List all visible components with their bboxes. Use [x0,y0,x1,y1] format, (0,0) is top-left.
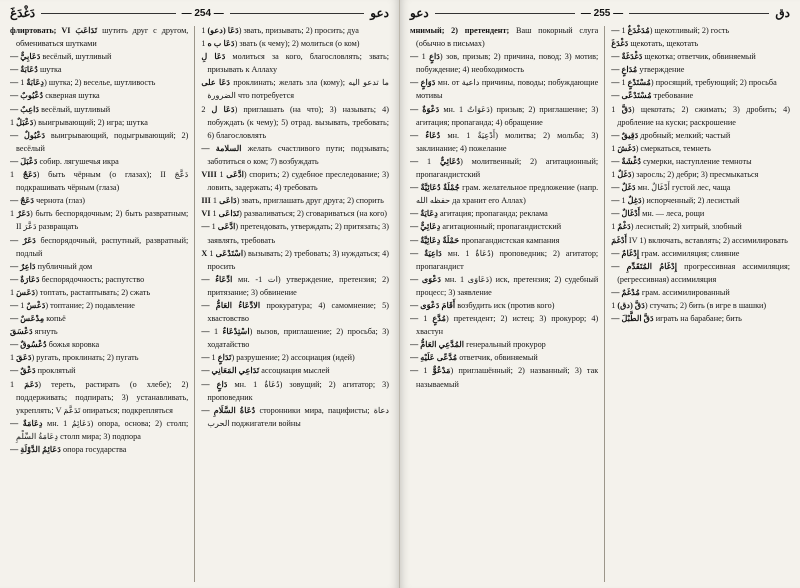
entry-definition: мн. — леса, рощи [640,209,705,219]
entry-headword: دَعَرٌ [16,209,30,219]
entry-definition: сумерки, наступление темноты [641,156,752,166]
dictionary-entry [201,142,389,168]
entry-definition: мн. دَعَوَاتٌ 1) призыв; 2) приглашение; 3) агитация; пропаганда; 4) обращение [416,104,599,127]
entry-definition: мн. от داعية причины, поводы; побуждающие мотивы [416,78,599,101]
entry-headword: — دَعْبَلَ [10,156,38,166]
entry-headword: دَعَا على [201,78,231,88]
entry-headword: — دَعْوَةٌ [410,104,440,114]
entry-headword: دَعَقَ [16,353,32,363]
entry-definition: проклятый [35,366,76,376]
entry-headword: دَعَا ل [211,104,235,114]
entry-headword: — ادَّعَى [201,222,236,232]
dictionary-entry [611,260,790,286]
entry-headword: — دَاعِرٌ [10,261,36,271]
entry-headword: دَعَمَ [24,379,39,389]
dictionary-entry [10,129,188,155]
dictionary-entry [611,37,790,50]
entry-definition: чернота (глаз) [34,196,86,206]
entry-headword: — مُسْتَدْعٍ [611,78,651,88]
entry-headword: — دَعْقٌ [10,366,36,376]
entry-definition: сторонники мира, пацифисты; دعاة الحرب поджигатели войны [207,405,389,428]
entry-headword: دَغَلٌ [617,170,632,180]
entry-headword: — دِعَائِيٌّ [410,222,441,232]
entry-definition: мн. -ات 1) утверждение, претензия; 2) притязание; 3) обвинение [207,274,389,297]
dictionary-entry [410,338,598,351]
entry-definition: весёлый, шутливый [39,104,111,114]
entry-headword: — مُدَاعٍ [611,65,638,75]
entry-headword: — دَعَارَةٌ [10,274,40,284]
dictionary-entry [410,24,598,50]
entry-definition: 1) быть беспорядочным; 2) быть развратным; II دَعَّرَ развращать [10,209,189,232]
dictionary-entry [410,76,598,102]
dictionary-entry [201,404,389,430]
entry-definition: 1) заросль; 2) дебри; 3) пресмыкаться [611,170,759,180]
entry-headword: — دِعَامَةٌ [10,418,43,428]
entry-definition: 1) претендент; 2) истец; 3) прокурор; 4) хвастун [416,314,599,337]
entry-definition: 1) разваливаться; 2) сговариваться (на кого) [212,209,388,219]
dictionary-entry [201,299,389,325]
dictionary-entry [611,194,790,207]
entry-headword: — دُعَاءٌ [410,130,441,140]
entry-headword: — دِعَايَةٌ [410,209,438,219]
dictionary-entry [10,312,188,325]
dictionary-entry [10,378,188,417]
entry-definition: грам. желательное предложение (напр. حفظه الله да хранит его Аллах) [416,183,599,206]
entry-headword: — دَاعٍ [201,379,228,389]
entry-headword: — مُدْغَمٌ [611,287,640,297]
entry-definition: 1) щекотливый; 2) гость [621,26,730,35]
dictionary-entry [10,76,188,89]
entry-headword: VI تَدَاعَى [201,209,240,219]
entry-headword: — دُعَاةُ السَّلَامِ [201,405,256,415]
entry-definition: проклинать; желать зла (кому); ما تدعو اليه الضرورة что потребуется [207,78,389,101]
entry-definition: 1) топтать, растаптывать; 2) сжать [10,287,151,297]
dictionary-entry [201,207,389,220]
dictionary-entry [10,286,188,299]
dictionary-entry [201,378,389,404]
right-column-2 [611,24,790,584]
dictionary-entry [410,155,598,181]
dictionary-entry [410,312,598,338]
dictionary-entry [410,103,598,129]
entry-headword: — دُغْشَةٌ [611,156,642,166]
entry-headword: — دَعْبُولٌ [10,130,46,140]
dictionary-entry [10,116,188,129]
dictionary-entry [611,129,790,142]
entry-definition: 1) лесистый; 2) хитрый, злобный [611,222,742,232]
entry-definition: мн. أَدْغَالٌ густой лес, чаща [635,183,731,193]
entry-headword: — اسْتِدْعَاءٌ [201,327,250,337]
entry-definition: агитация; пропаганда; реклама [437,209,548,219]
entry-headword: — إِدْغَامٌ [611,248,640,258]
entry-headword: — دَغْدَغَةٌ [611,52,643,62]
dictionary-entry [611,50,790,63]
entry-definition: скверная шутка [43,91,100,101]
entry-headword: — مُسْتَدْعًى [611,91,652,101]
dictionary-entry [201,247,389,273]
entry-definition: утверждение [637,65,685,75]
entry-headword: — دَعَجٌ [10,196,35,206]
entry-definition: копьё [44,314,66,324]
dictionary-entry [201,351,389,364]
entry-headword: III دَاعَى [201,196,237,206]
entry-headword: — السلامة [201,143,242,153]
entry-headword: — دَاعٍ [410,52,440,62]
entry-headword: دَعَجٌ [22,170,37,180]
entry-headword: — مِدْعَسٌ [10,314,45,324]
entry-definition: щекотать, щекотать [628,39,699,49]
entry-definition: 1) выигрывающий; 2) игра; шутка [10,117,148,127]
entry-headword: — تَدَاعٍ [201,353,232,363]
entry-headword: VIII ادَّعَى [201,170,244,180]
entry-definition: весёлый, шутливый [40,52,112,62]
dictionary-entry [611,103,790,129]
entry-definition: 1) претендовать, утверждать; 2) притязать; 3) заявлять, требовать [207,222,389,245]
entry-definition: мн. دَعَائِمُ 1) опора, основа; 2) столп; دِعَامَةُ السِّلْمِ столп мира; 3) подпора [16,418,189,441]
entry-headword: — جُمْلَةٌ دُعَائِيَّةٌ [410,183,460,193]
entry-definition: собир. лягушечья икра [37,156,119,166]
header-rule [230,13,364,14]
dictionary-entry [611,286,790,299]
entry-headword: دَغَشَ [617,143,636,153]
entry-definition: 1) шутка; 2) веселье, шутливость [20,78,156,88]
entry-headword: دَقَّ [621,104,632,114]
entry-definition: грам. ассимилированный [639,287,730,297]
entry-headword: — دَاعِيَةٌ [410,248,442,258]
right-columns [410,24,790,584]
entry-definition: щекотка; ответчик, обвиняемый [642,52,756,62]
entry-definition: 1) испорченный; 2) лесистый [621,196,740,206]
dictionary-entry [10,63,188,76]
entry-headword: دَقَّ (دق) [617,300,645,310]
dictionary-entry [10,207,188,233]
entry-headword: — دِعَابَةٌ [10,78,45,88]
dictionary-entry [10,364,188,377]
entry-definition: требование [651,91,694,101]
entry-headword: دَعَا (دعو) [207,26,239,35]
entry-definition: мн. دُعَاةٌ 1) проповедник; 2) агитатор; пропагандист [416,248,599,271]
entry-definition: 1) смеркаться, темнеть [611,143,711,153]
dictionary-entry [201,325,389,351]
entry-definition: божья коровка [46,340,100,350]
entry-headword: دَعَا لِ [201,52,226,62]
entry-headword: — دَعْوَى [410,274,442,284]
column-divider [604,26,605,582]
dictionary-entry [201,220,389,246]
dictionary-entry [201,273,389,299]
entry-headword: — المُدَّعِي العَامُّ [410,340,465,350]
dictionary-entry [611,312,790,325]
entry-headword: دَعَا ب ه [207,39,235,49]
entry-definition: 1) щекотать; 2) сжимать; 3) дробить; 4) дробление на куски; раскрошение [611,104,790,127]
entry-headword: دَعْبَلٌ [16,117,34,127]
dictionary-entry [10,194,188,207]
dictionary-entry [410,299,598,312]
entry-definition: 1) топтание; 2) подавление [20,300,135,310]
dictionary-entry [10,443,188,456]
entry-definition: 1) вызов, приглашение; 2) просьба; 3) ходатайство [207,327,389,350]
dictionary-entry [410,207,598,220]
entry-definition: 1) ругать, проклинать; 2) пугать [10,353,139,363]
dictionary-entry [611,89,790,102]
entry-definition: мн. دَعَاوَى 1) иск, претензия; 2) судебный процесс; 3) заявление [416,274,599,297]
dictionary-entry [201,103,389,142]
dictionary-entry [611,63,790,76]
dictionary-entry [10,24,188,50]
entry-definition: 1) спорить; 2) судебное преследование; 3) ловить, задержать; 4) требовать [207,170,389,193]
entry-definition: дробный; мелкий; частый [638,130,731,140]
entry-definition: публичный дом [35,261,93,271]
right-column-1 [410,24,598,584]
entry-definition: ассоциация мыслей [259,366,330,376]
entry-headword: — أَقَامَ دَعْوَى [410,300,456,310]
entry-definition: желать счастливого пути; подзывать; заботиться о ком; 7) возбуждать [207,143,389,166]
entry-headword: — دُعْسُوقٌ [10,340,47,350]
entry-headword: — دَعْسٌ [10,300,46,310]
dictionary-entry [201,194,389,207]
dictionary-entry [611,207,790,220]
dictionary-entry [611,76,790,89]
header-rule [629,13,769,14]
entry-headword: — دَعَابِيٌّ [10,52,41,62]
dictionary-entry [611,24,790,37]
entry-headword: X اسْتَدْعَى [201,248,244,258]
left-column-1 [10,24,188,584]
dictionary-entry [10,103,188,116]
entry-definition: 1) звать, призывать; 2) просить; дуа [201,26,359,35]
entry-headword: — دَغَلٌ [611,183,636,193]
entry-definition: играть на барабане; бить [653,314,742,324]
entry-definition: 1) звать, приглашать друг друга; 2) спорить [212,196,384,206]
left-header-arabic-left: دَغْدَغَ [10,5,36,20]
dictionary-entry [611,299,790,312]
entry-headword: — دَقَّ الطَّبْلَ [611,314,654,324]
entry-definition: агитационный; пропагандистский [440,222,562,232]
right-page-number: — 255 — [580,7,624,19]
entry-headword: أَدْغَمَ [611,235,627,245]
entry-headword: — أَدْغَالٌ [611,209,641,219]
entry-definition: Ваш покорный слуга (обычно в письмах) [416,26,599,49]
entry-definition: прогрессивная ассимиляция; (регрессивная) ассимиляция [617,261,790,284]
entry-headword: — ادِّعَاءٌ [201,274,233,284]
left-columns [10,24,389,584]
dictionary-entry [410,50,598,76]
dictionary-entry [410,181,598,207]
entry-definition: возбудить иск (против кого) [455,300,555,310]
dictionary-entry [201,50,389,76]
entry-definition: пропагандистская кампания [459,235,560,245]
dictionary-entry [410,273,598,299]
entry-headword: — دَغِلٌ [611,196,642,206]
dictionary-entry [10,325,188,338]
entry-headword: — دُعْبُوبٌ [10,91,44,101]
entry-definition: грам. ассимиляция; слияние [639,248,740,258]
entry-definition: 1) зов, призыв; 2) причина, повод; 3) мотив; побуждение; 4) необходимость [416,52,599,75]
dictionary-entry [10,50,188,63]
entry-definition: 2) приглашать (на что); 3) называть; 4) побуждать (к чему); 5) отрад. вызывать, требовать; 6) благословлять [201,104,389,140]
entry-definition: 1) тереть, растирать (о хлебе); 2) поддерживать; подпирать; 3) устанавливать, укреплять; V تَدَعَّمَ опираться; подкрепляться [10,379,189,415]
dictionary-entry [611,168,790,181]
dictionary-entry [10,89,188,102]
dictionary-entry [10,273,188,286]
dictionary-entry [10,260,188,273]
dictionary-entry [201,168,389,194]
dictionary-entry [410,364,598,390]
entry-definition: IV 1) включать, вставлять; 2) ассимилировать [626,235,788,245]
dictionary-entry [410,220,598,233]
dictionary-entry [201,76,389,102]
dictionary-entry [10,338,188,351]
entry-definition: выигрывающий, подыгрывающий; 2) весёлый [16,130,189,153]
entry-headword: — دَاعِبٌ [10,104,40,114]
entry-definition: молиться за кого, благословлять; звать; призывать к Аллаху [207,52,389,75]
entry-headword: — دَعَائِمُ الدَّوْلَةِ [10,445,61,454]
left-column-2 [201,24,389,584]
dictionary-entry [611,155,790,168]
entry-headword: мнимый; 2) претендент; [410,26,510,35]
header-rule [435,13,575,14]
entry-headword: دَعْسَقَ [10,327,33,337]
dictionary-entry [611,142,790,155]
entry-headword: — إِدْغَامُ المُتَقَدِّمِ [611,261,677,271]
entry-headword: — دُعَابَةٌ [10,65,38,75]
entry-definition: генеральный прокурор [464,340,546,350]
entry-definition: 1) разрушение; 2) ассоциация (идей) [211,353,355,363]
entry-definition: ягнуть [32,327,58,337]
entry-headword: دَغْدَغَ [611,39,629,49]
entry-definition: ответчик, обвиняемый [457,353,538,363]
entry-definition: 1) вызывать; 2) требовать; 3) нуждаться; 4) просить [207,248,389,271]
dictionary-entry [611,181,790,194]
dictionary-entry [410,129,598,155]
dictionary-entry [10,234,188,260]
entry-headword: دَعَسَ [16,287,36,297]
entry-headword: — تَدَاعِي المَعَانِي [201,366,260,376]
entry-headword: — حَمْلَةٌ دِعَائِيَّةٌ [410,235,460,245]
entry-definition: 1) стучать; 2) бить (в игре в шашки) [611,300,767,310]
dictionary-entry [10,351,188,364]
left-header-arabic-right: دعو [370,5,389,20]
dictionary-entry [611,220,790,233]
entry-definition: мн. دُعَاةٌ 1) зовущий; 2) агитатор; 3) проповедник [207,379,389,402]
entry-definition: прокуратура; 4) самомнение; 5) хвастовство [207,300,389,324]
entry-definition: 1) просящий, требующий; 2) просьба [621,78,777,88]
left-page-header [10,6,389,20]
entry-definition: 1) молитвенный; 2) агитационный; пропагандистский [416,156,599,180]
entry-definition: беспорядочный, распутный, развратный; подлый [16,235,189,258]
dictionary-entry [201,24,389,37]
entry-headword: — مُدَغْدَغٌ [611,26,650,35]
entry-definition: 1) звать (к чему); 2) молиться (о ком) [201,39,360,49]
dictionary-entry [611,234,790,247]
entry-definition: шутить друг с другом, обмениваться шутками [16,26,189,49]
entry-definition: 1) приглашённый; 2) названный; 3) так называемый [416,366,599,389]
entry-headword: — دَوَاعٍ [410,78,436,88]
right-header-arabic-left: دعو [410,5,429,20]
entry-definition: шутка [37,65,62,75]
dictionary-entry [611,247,790,260]
right-page-header [410,6,790,20]
dictionary-entry [10,168,188,194]
left-page-number: — 254 — [181,7,224,19]
dictionary-entry [10,299,188,312]
entry-headword: — دُعَائِيٌّ [410,156,461,166]
entry-headword: — الادِّعَاءُ العَامُّ [201,300,261,310]
right-header-arabic-right: دق [775,5,791,20]
dictionary-entry [201,37,389,50]
entry-definition: 1) быть чёрным (о глазах); II دَعَّجَ подкрашивать чёрным (глаза) [10,170,189,193]
dictionary-entry [410,234,598,247]
column-divider [194,26,195,582]
dictionary-entry [410,247,598,273]
entry-headword: — دَقِيقٌ [611,130,639,140]
entry-definition: опора государства [60,445,127,454]
dictionary-entry [10,417,188,443]
right-page [400,0,800,588]
dictionary-entry [10,155,188,168]
entry-definition: беспорядочность; распутство [39,274,145,284]
entry-headword: флиртовать; VI تَدَاعَبَ [10,26,98,35]
header-rule [41,13,175,14]
dictionary-entry [201,364,389,377]
entry-headword: دَغْمٌ [617,222,631,232]
entry-definition: мн. أَدْعِيَةٌ 1) молитва; 2) мольба; 3) заклинание; 4) пожелание [416,130,599,153]
entry-headword: — مُدَّعًى عَلَيْهِ [410,353,458,363]
entry-headword: — مُدَّعٍ [410,314,446,324]
entry-headword: — مَدْعُوٌّ [410,366,451,376]
dictionary-entry [410,351,598,364]
entry-headword: — دَعَرٌ [10,235,36,245]
